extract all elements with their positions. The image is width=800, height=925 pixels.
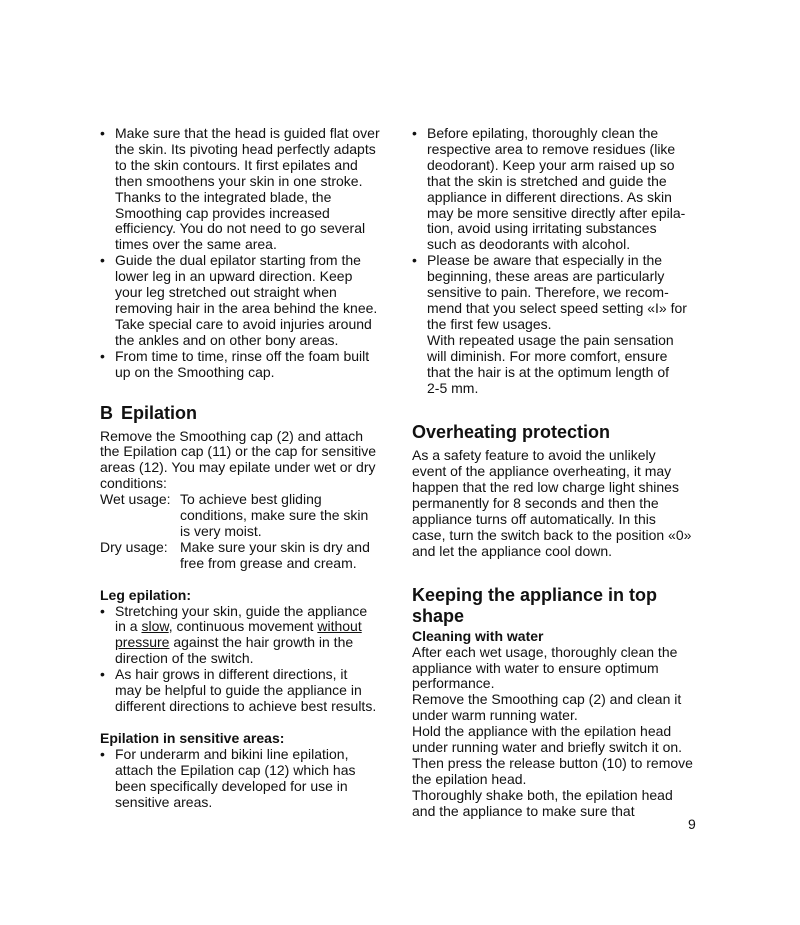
intro-bullet-list bbox=[100, 126, 392, 381]
text-run: Stretching your skin, guide the appliance in a bbox=[115, 602, 368, 635]
list-item: • As hair grows in different directions, it may be helpful to guide the appliance in different directions to achieve best results. bbox=[100, 667, 392, 715]
sensitive-tips-list bbox=[412, 126, 704, 396]
underlined-word: slow bbox=[141, 618, 169, 635]
overheating-heading: Overheating protection bbox=[412, 422, 611, 443]
underlined-word: pressure bbox=[115, 634, 170, 651]
list-item bbox=[100, 604, 392, 668]
overheating-text: As a safety feature to avoid the unlikely event of the appliance overheating, it may happen that the red low charge light shines permanently for 8 seconds and then the appliance turns off automatically. In this case, turn the switch back to the position «0» and let the appliance cool down. bbox=[412, 447, 692, 559]
wet-usage-text: To achieve best gliding conditions, make sure the skin is very moist. bbox=[180, 491, 369, 539]
section-title: Epilation bbox=[121, 402, 197, 423]
text-run: against the hair growth in the direction of the switch. bbox=[115, 634, 354, 667]
underlined-word: without bbox=[317, 618, 362, 635]
section-letter: B bbox=[100, 402, 113, 423]
epilation-intro: Remove the Smoothing cap (2) and attach the Epilation cap (11) or the cap for sensitive areas (12). You may epilate under wet or dry conditions: bbox=[100, 427, 377, 492]
section-b-heading bbox=[100, 402, 392, 424]
list-item: • Before epilating, thoroughly clean the respective area to remove residues (like deodorant). Keep your arm raised up so that the skin is stretched and guide the appliance in different directions. As skin may be more sensitive directly after epila- tion, avoid using irritating substances such as deodorants with alcohol. bbox=[412, 126, 704, 253]
wet-usage-row bbox=[100, 492, 392, 540]
left-column bbox=[100, 126, 392, 810]
list-item: • Make sure that the head is guided flat over the skin. Its pivoting head perfectly adapts to the skin contours. It first epilates and then smoothens your skin in one stroke. Thanks to the integrated blade, the Smoothing cap provides increased efficiency. You do not need to go several times over the same area. bbox=[100, 126, 392, 253]
cleaning-water-heading: Cleaning with water bbox=[412, 627, 544, 644]
page-number: 9 bbox=[688, 816, 696, 832]
list-item: • Please be aware that especially in the beginning, these areas are particularly sensitive to pain. Therefore, we recom- mend that you select speed setting «I» for the first few usages. With repeated usage the pain sensation will diminish. For more comfort, ensure that the hair is at the optimum length of 2-5 mm. bbox=[412, 253, 704, 396]
leg-epilation-heading: Leg epilation: bbox=[100, 586, 191, 603]
leg-bullet-list bbox=[100, 604, 392, 715]
list-item: • Guide the dual epilator starting from the lower leg in an upward direction. Keep your leg stretched out straight when removing hair in the area behind the knee. Take special care to avoid injuries around the ankles and on other bony areas. bbox=[100, 253, 392, 348]
cleaning-water-text: After each wet usage, thoroughly clean the appliance with water to ensure optimum performance. Remove the Smoothing cap (2) and clean it under warm running water. Hold the appliance with the epilation head under running water and briefly switch it on. Then press the release button (10) to remove the epilation head. Thoroughly shake both, the epilation head and the appliance to make sure that bbox=[412, 643, 693, 819]
list-item: • From time to time, rinse off the foam built up on the Smoothing cap. bbox=[100, 349, 392, 381]
keeping-heading: Keeping the appliance in top shape bbox=[412, 584, 658, 626]
dry-usage-row bbox=[100, 540, 392, 572]
right-column bbox=[412, 126, 704, 820]
dry-usage-label: Dry usage: bbox=[100, 538, 168, 555]
sensitive-areas-heading: Epilation in sensitive areas: bbox=[100, 729, 285, 746]
list-item: • For underarm and bikini line epilation, attach the Epilation cap (12) which has been specifically developed for use in sensitive areas. bbox=[100, 747, 392, 811]
sensitive-bullet-list bbox=[100, 747, 392, 811]
dry-usage-text: Make sure your skin is dry and free from grease and cream. bbox=[180, 538, 370, 571]
text-run: , continuous movement bbox=[168, 618, 318, 635]
wet-usage-label: Wet usage: bbox=[100, 491, 171, 508]
